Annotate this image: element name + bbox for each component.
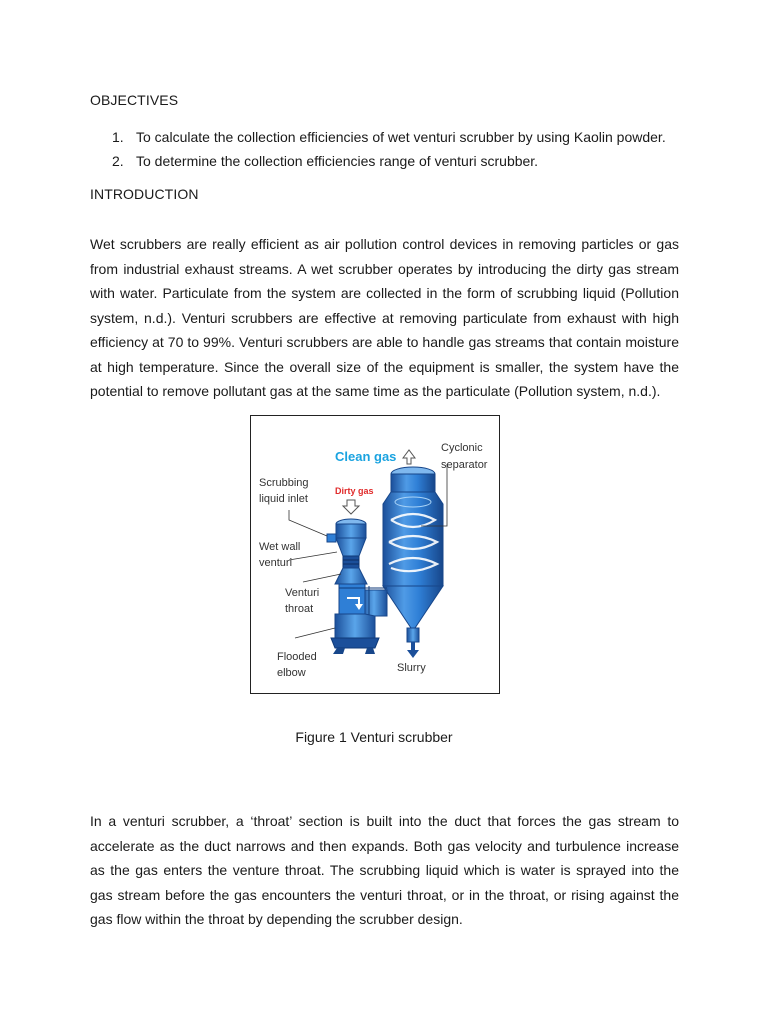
dirty-gas-label: Dirty gas: [335, 486, 374, 496]
objective-item: [112, 128, 666, 152]
venturi-column: [327, 519, 367, 584]
objective-item: [112, 152, 666, 176]
flooded-label-line2: elbow: [277, 667, 306, 679]
slurry-arrow-icon: [407, 642, 419, 658]
objective-number: 2.: [112, 153, 124, 169]
introduction-heading: INTRODUCTION: [90, 186, 199, 202]
clean-gas-arrow-icon: [403, 450, 415, 464]
venturi-scrubber-figure: [250, 415, 500, 694]
introduction-paragraph: Wet scrubbers are really efficient as air pollution control devices in removing particles or gas from industrial exhaust streams. A wet scrubber operates by introducing the dirty gas stream with water. Particulate from the system are collected in the form of scrubbing liquid (Pollution system, n.d.). Venturi scrubbers are effective at removing particulate from exhaust with high efficiency at 70 to 99%. Venturi scrubbers are able to handle gas streams that contain moisture at high temperature. Since the overall size of the equipment is smaller, the system have the potential to remove pollutant gas at the same time as the particulate (Pollution system, n.d.).: [90, 236, 679, 399]
flooded-label-line1: Flooded: [277, 651, 317, 663]
slurry-label: Slurry: [397, 662, 426, 674]
cyclonic-label-line2: separator: [441, 459, 488, 471]
objectives-list: [112, 128, 666, 176]
flooded-elbow: [331, 614, 379, 654]
cyclonic-label-line1: Cyclonic: [441, 442, 483, 454]
clean-gas-label: Clean gas: [335, 449, 397, 464]
objective-number: 1.: [112, 129, 124, 145]
wet-wall-label-line2: venturi: [259, 557, 293, 569]
figure-caption: Figure 1 Venturi scrubber: [295, 729, 453, 745]
scrubbing-label-line2: liquid inlet: [259, 493, 308, 505]
venturi-paragraph: In a venturi scrubber, a ‘throat’ section is built into the duct that forces the gas stream to accelerate as the duct narrows and then expands. Both gas velocity and turbulence increase as the gas enters the venture throat. The scrubbing liquid which is water is sprayed into the gas stream before the gas encounters the venturi throat, or in the throat, or rising against the gas flow within the throat by depending the scrubber design.: [90, 813, 679, 927]
throat-label-line1: Venturi: [285, 587, 320, 599]
cyclonic-separator-vessel: [383, 467, 443, 642]
throat-label-line2: throat: [285, 603, 314, 615]
scrubbing-label-line1: Scrubbing: [259, 477, 309, 489]
dirty-gas-arrow-icon: [343, 500, 359, 514]
objectives-heading: OBJECTIVES: [90, 92, 179, 108]
objective-text: To determine the collection efficiencies range of venturi scrubber.: [136, 153, 539, 169]
venturi-scrubber-diagram: [251, 416, 499, 693]
wet-wall-label-line1: Wet wall: [259, 541, 301, 553]
objective-text: To calculate the collection efficiencies of wet venturi scrubber by using Kaolin powder.: [136, 129, 666, 145]
